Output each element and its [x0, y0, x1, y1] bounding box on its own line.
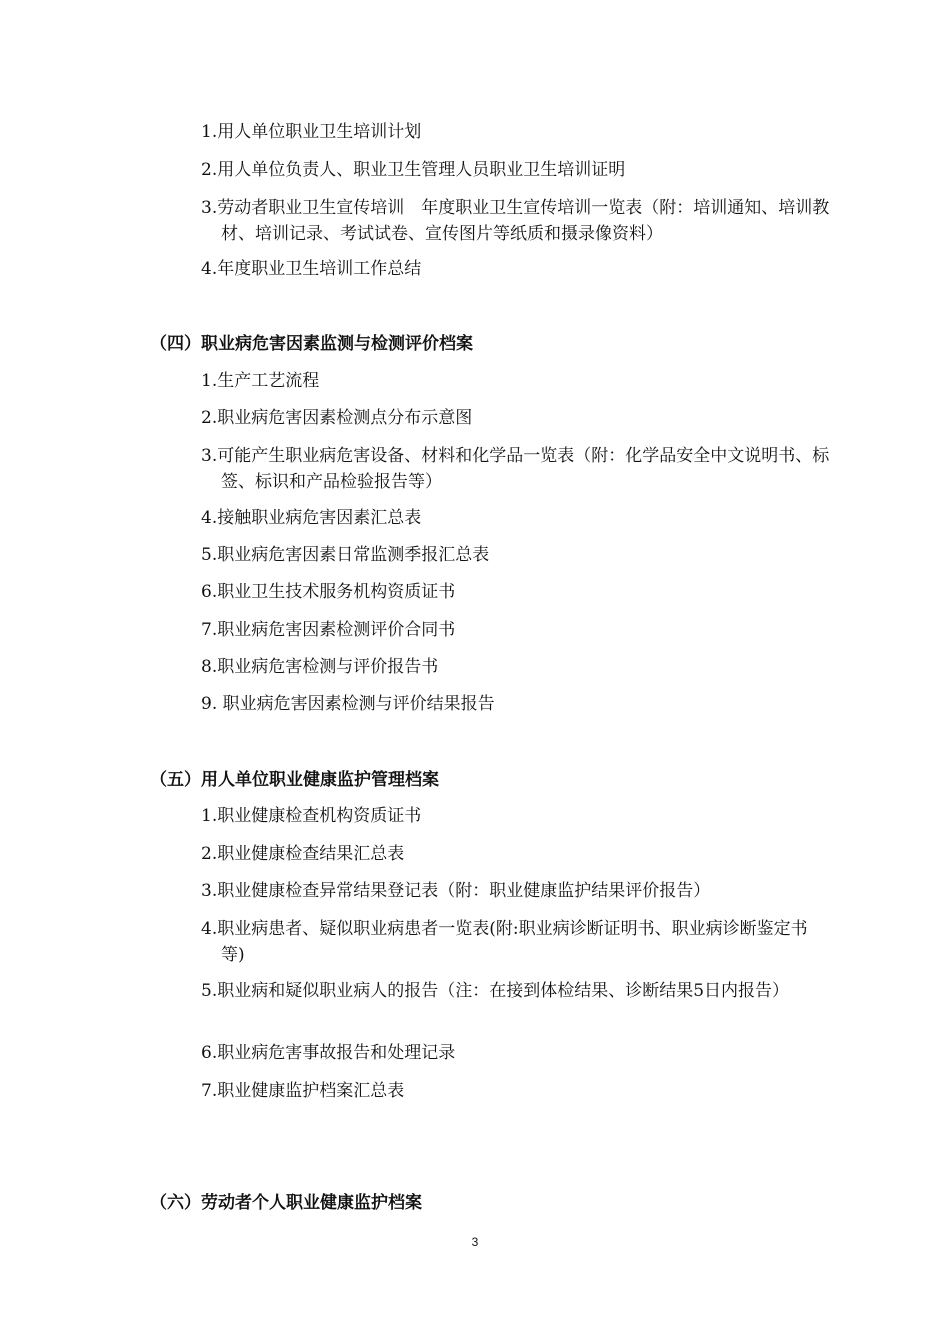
list-item: 9. 职业病危害因素检测与评价结果报告: [201, 694, 495, 714]
list-item: 4.年度职业卫生培训工作总结: [201, 259, 422, 279]
list-item: 4.接触职业病危害因素汇总表: [201, 508, 422, 528]
list-item: 1.用人单位职业卫生培训计划: [201, 122, 422, 142]
list-item: 3.可能产生职业病危害设备、材料和化学品一览表（附：化学品安全中文说明书、标签、标识和产品检验报告等）: [201, 446, 830, 492]
list-item: 3.劳动者职业卫生宣传培训 年度职业卫生宣传培训一览表（附：培训通知、培训教材、培训记录、考试试卷、宣传图片等纸质和摄录像资料）: [201, 198, 830, 244]
list-item: 7.职业健康监护档案汇总表: [201, 1081, 405, 1101]
section-heading: （四）职业病危害因素监测与检测评价档案: [150, 334, 473, 354]
list-item: 1.生产工艺流程: [201, 371, 320, 391]
list-item: 6.职业病危害事故报告和处理记录: [201, 1043, 456, 1063]
list-item: 6.职业卫生技术服务机构资质证书: [201, 582, 456, 602]
page-number: 3: [471, 1235, 479, 1249]
list-item: 1.职业健康检查机构资质证书: [201, 806, 422, 826]
list-item: 8.职业病危害检测与评价报告书: [201, 657, 439, 677]
list-item: 2.职业病危害因素检测点分布示意图: [201, 408, 473, 428]
list-item: 3.职业健康检查异常结果登记表（附：职业健康监护结果评价报告）: [201, 881, 711, 901]
list-item: 2.用人单位负责人、职业卫生管理人员职业卫生培训证明: [201, 160, 626, 180]
section-heading: （五）用人单位职业健康监护管理档案: [150, 770, 439, 790]
section-heading: （六）劳动者个人职业健康监护档案: [150, 1193, 422, 1213]
list-item: 5.职业病和疑似职业病人的报告（注：在接到体检结果、诊断结果5日内报告）: [201, 981, 790, 1001]
list-item: 7.职业病危害因素检测评价合同书: [201, 620, 456, 640]
list-item: 5.职业病危害因素日常监测季报汇总表: [201, 545, 490, 565]
list-item: 2.职业健康检查结果汇总表: [201, 844, 405, 864]
list-item: 4.职业病患者、疑似职业病患者一览表(附:职业病诊断证明书、职业病诊断鉴定书等): [201, 919, 808, 965]
